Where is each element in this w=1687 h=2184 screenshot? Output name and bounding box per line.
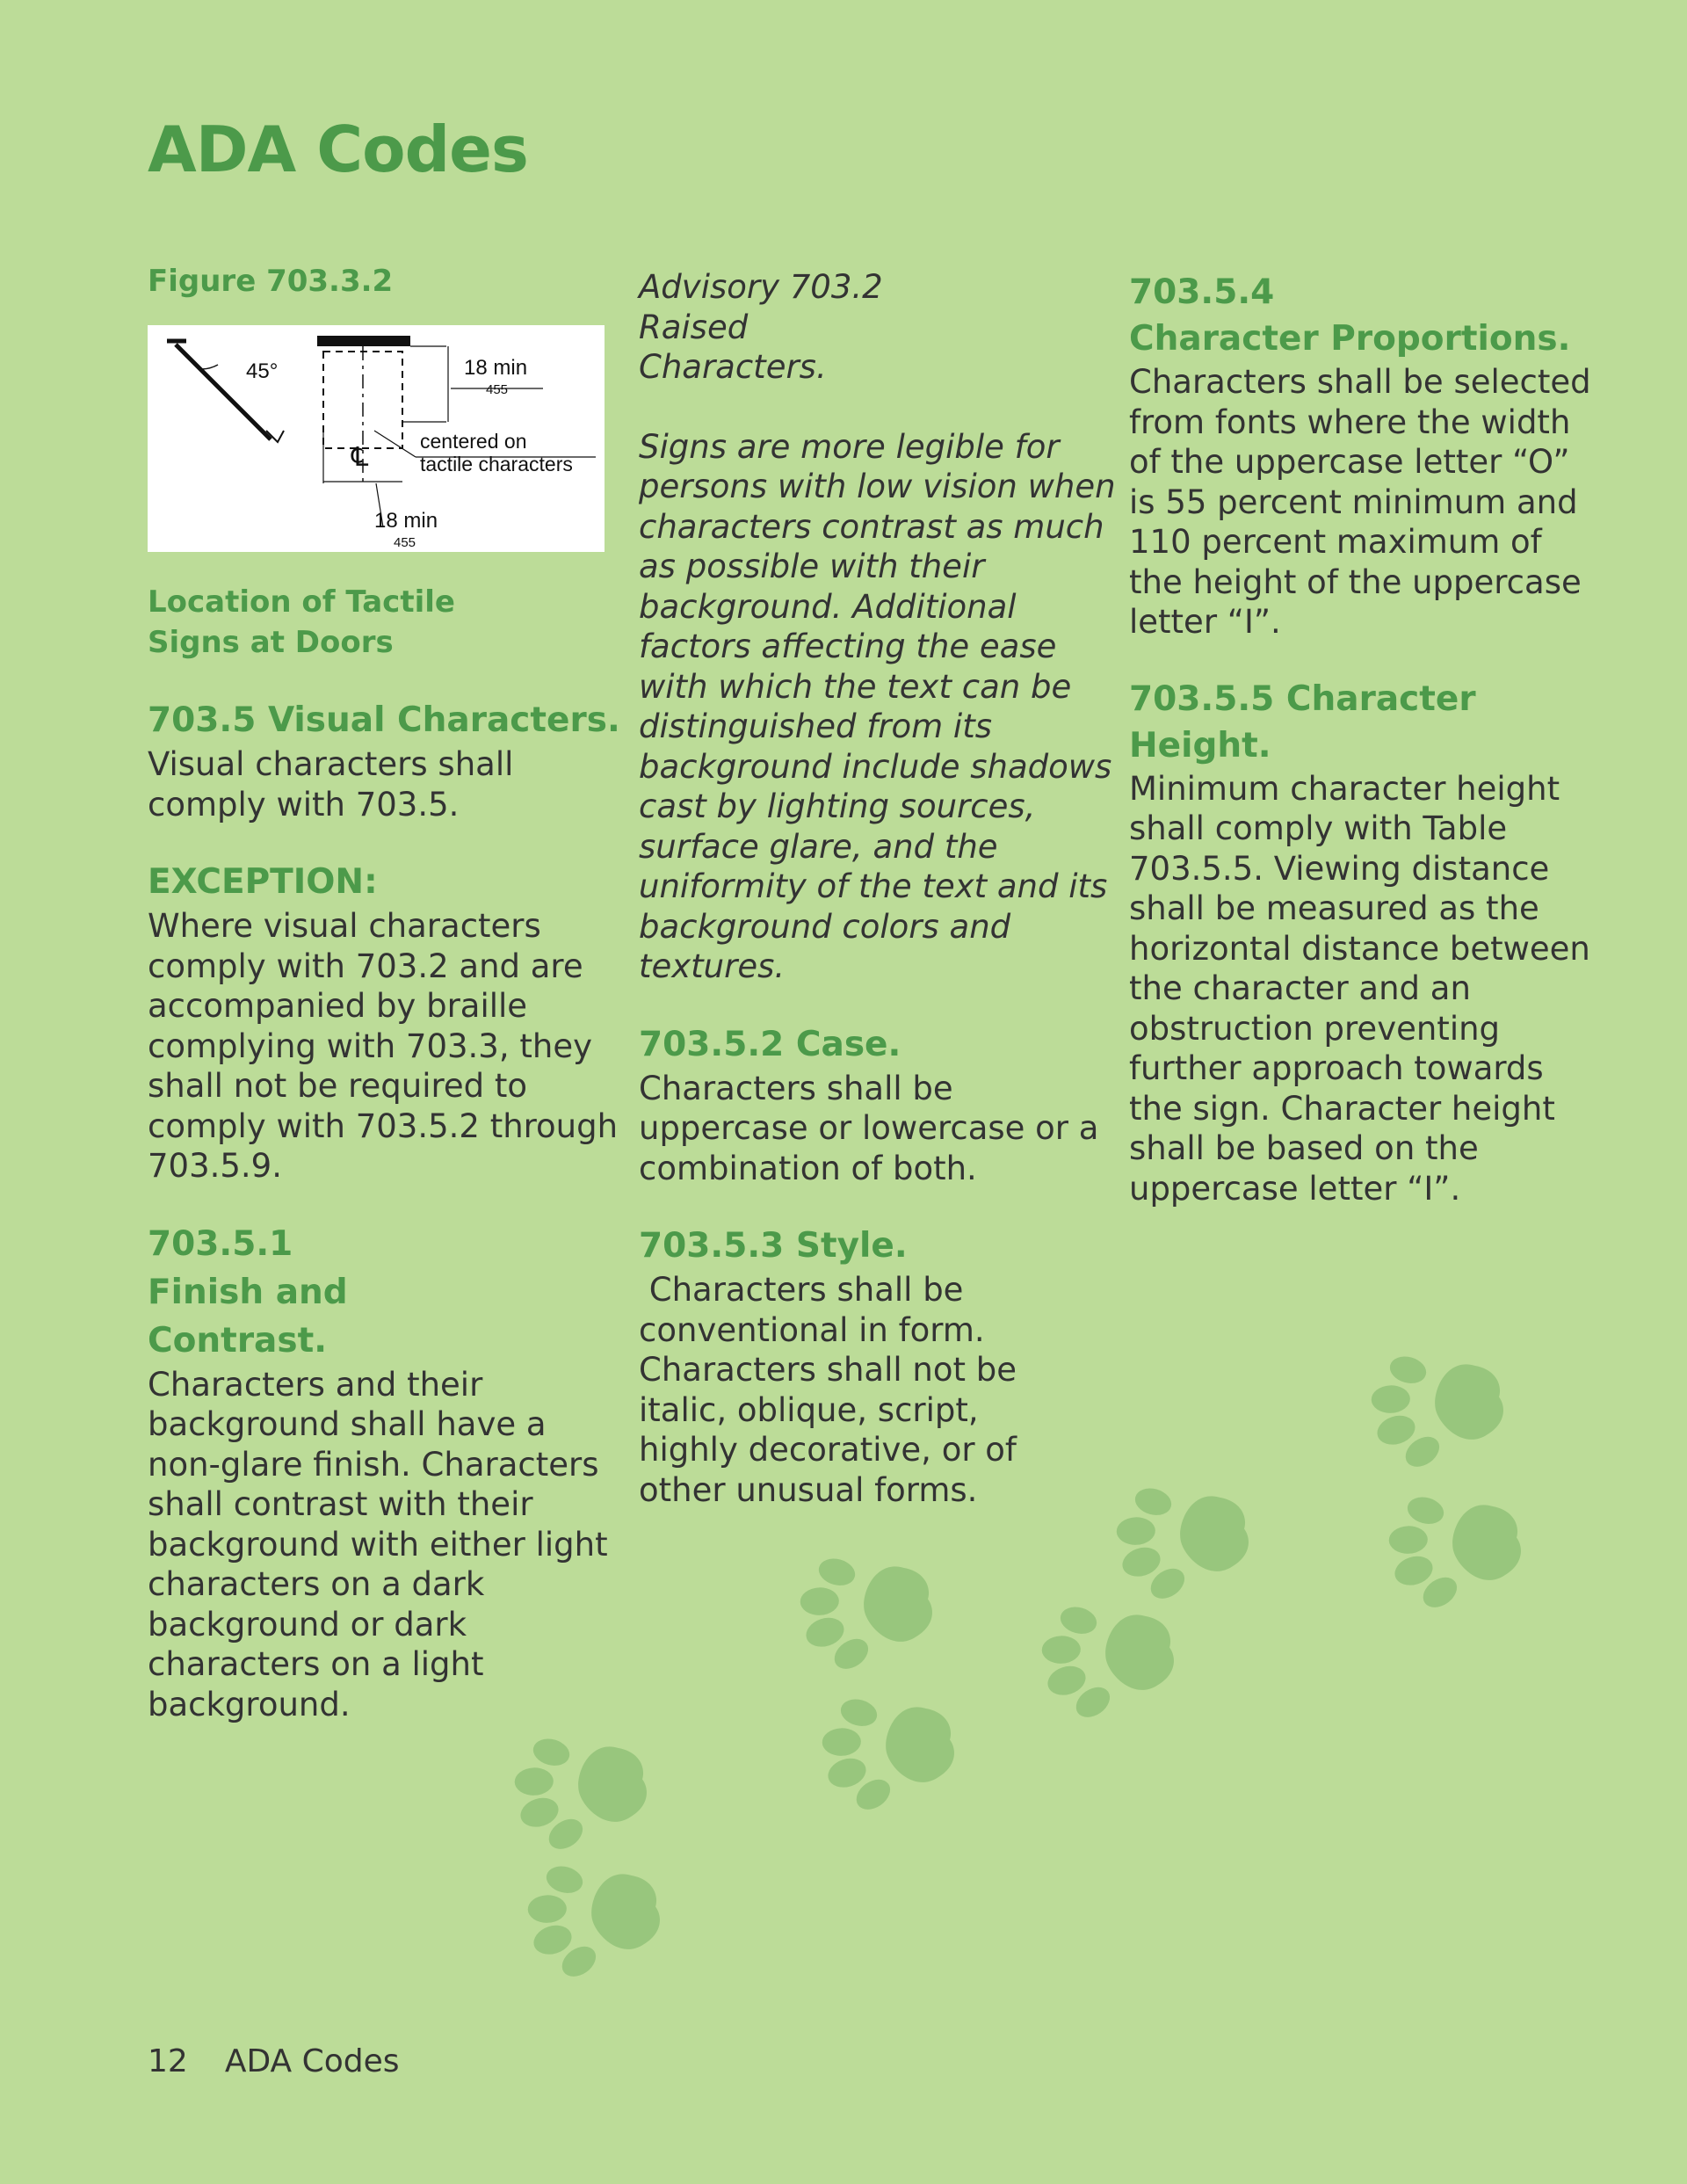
section-heading: EXCEPTION: <box>148 862 378 902</box>
paw-icon <box>505 1718 655 1861</box>
section-finish-contrast <box>148 1220 622 1725</box>
paw-icon <box>1032 1586 1182 1730</box>
door-sign-diagram <box>148 325 605 552</box>
section-body: Characters shall be selected from fonts where the width of the uppercase letter “O” is 55 percent minimum and 110 percent maximum of the height of the uppercase letter “I”. <box>1129 363 1591 641</box>
footer-section: ADA Codes <box>224 2043 400 2079</box>
centered-label-line2: tactile characters <box>420 453 573 475</box>
section-heading: 703.5.1 Finish and Contrast. <box>148 1223 348 1360</box>
wall-shape <box>317 336 410 346</box>
figure-caption: Location of Tactile Signs at Doors <box>148 584 455 660</box>
angle-label: 45° <box>246 359 279 383</box>
page-footer <box>148 2043 437 2079</box>
door-sign-diagram-drawing <box>148 325 605 552</box>
section-heading: Character Proportions. <box>1129 319 1571 359</box>
paw-icon <box>791 1538 940 1681</box>
centered-leader <box>374 431 416 457</box>
page-title: ADA Codes <box>148 112 528 186</box>
section-visual-characters <box>148 696 622 824</box>
min-top-label: 18 min <box>464 356 528 380</box>
section-heading-number: 703.5.4 <box>1129 272 1275 312</box>
paw-icon <box>813 1679 962 1822</box>
advisory-title: Advisory 703.2 Raised Characters. <box>639 268 883 386</box>
section-style <box>639 1222 1118 1510</box>
paw-icon <box>518 1846 668 1989</box>
column-middle <box>639 267 1118 1510</box>
section-heading: 703.5 Visual Characters. <box>148 700 620 740</box>
paw-icon <box>1379 1477 1529 1620</box>
min-bottom-mm-label: 455 <box>394 535 416 550</box>
section-body: Characters shall be conventional in form. Characters shall not be italic, oblique, script, highly decorative, or of other unusual forms. <box>639 1271 1027 1509</box>
column-right <box>1129 269 1604 1208</box>
centerline-symbol: ℄ <box>351 443 369 472</box>
advisory-body: Signs are more legible for persons with low vision when characters contrast as much as possible with their background. Additional factors affecting the ease with which the text can be distinguished from its background include shadows cast by lighting sources, surface glare, and the uniformity of the text and its background colors and textures. <box>639 427 1116 985</box>
section-body: Visual characters shall comply with 703.5. <box>148 745 514 824</box>
section-character-height <box>1129 676 1604 1209</box>
paw-icon <box>1107 1468 1256 1611</box>
page-number: 12 <box>148 2043 188 2079</box>
section-body: Characters shall be uppercase or lowercase or a combination of both. <box>639 1069 1099 1187</box>
section-body: Characters and their background shall have a non-glare finish. Characters shall contrast with their background with either light characters on a dark background or dark characters on a light background. <box>148 1365 608 1723</box>
section-body: Minimum character height shall comply with Table 703.5.5. Viewing distance shall be measured as the horizontal distance between the character and an obstruction preventing further approach towards the sign. Character height shall be based on the uppercase letter “I”. <box>1129 769 1590 1208</box>
section-case <box>639 1020 1118 1189</box>
angle-arc <box>202 365 218 369</box>
min-bottom-label: 18 min <box>374 509 438 533</box>
section-character-proportions <box>1129 269 1604 642</box>
paw-icon <box>1362 1336 1511 1479</box>
section-heading: 703.5.5 Character Height. <box>1129 678 1476 765</box>
centered-label-line1: centered on <box>420 430 527 453</box>
figure-title: Figure 703.3.2 <box>148 264 394 299</box>
column-left <box>148 264 622 1724</box>
section-heading: 703.5.3 Style. <box>639 1226 908 1266</box>
section-exception <box>148 858 622 1186</box>
section-heading: 703.5.2 Case. <box>639 1024 901 1064</box>
min-top-mm-label: 455 <box>486 382 509 397</box>
section-body: Where visual characters comply with 703.2 and are accompanied by braille complying with 703.3, they shall not be required to comply with 703.5.2 through 703.5.9. <box>148 907 619 1185</box>
